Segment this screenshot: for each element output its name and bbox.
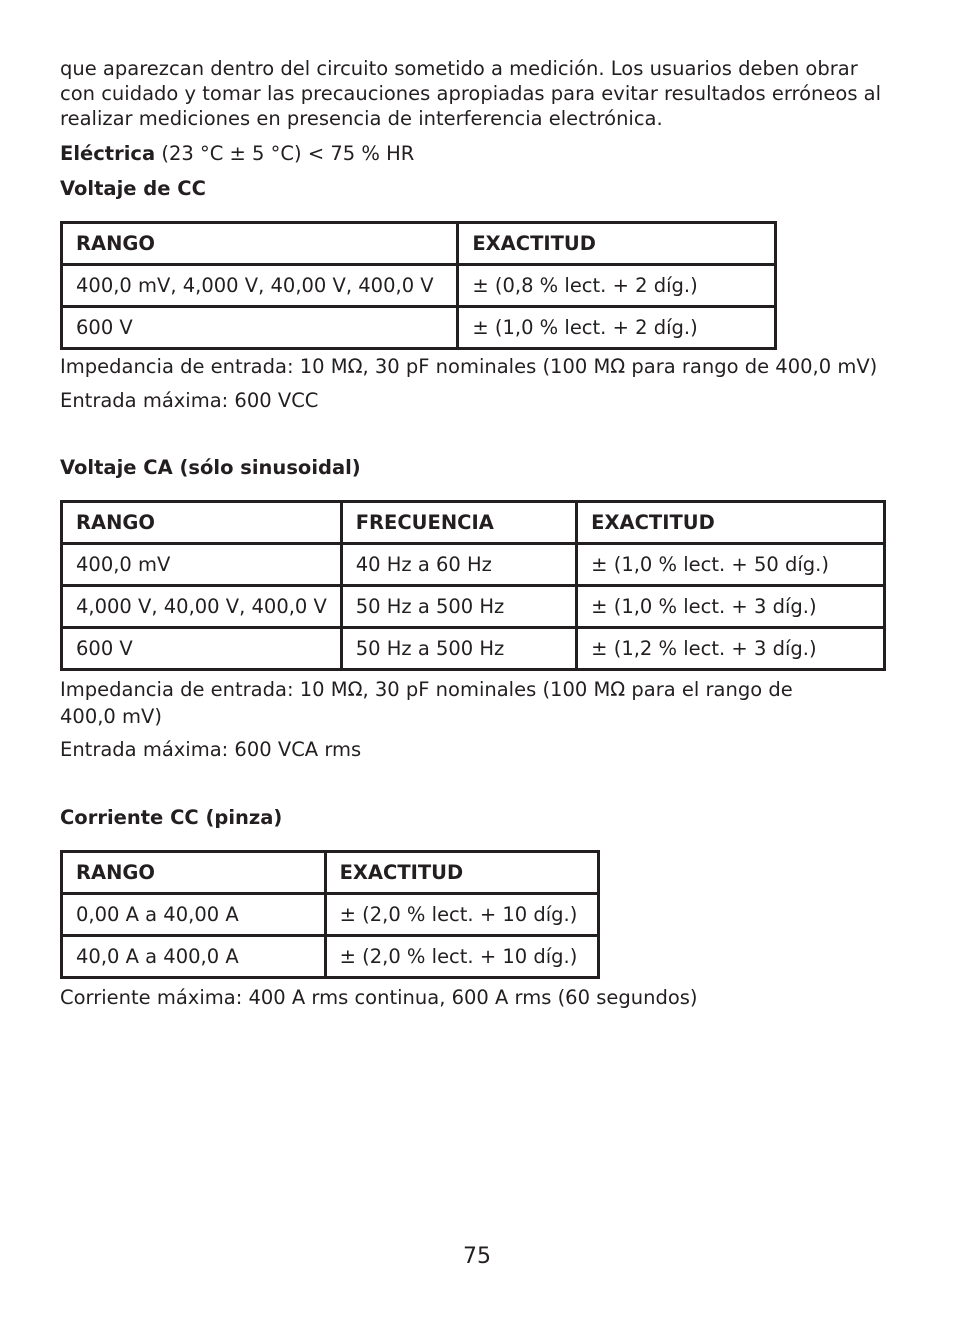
table-cell: ± (0,8 % lect. + 2 díg.)	[458, 265, 776, 307]
table-row	[62, 586, 885, 628]
table-cell: 50 Hz a 500 Hz	[341, 628, 576, 670]
table-row	[62, 894, 599, 936]
table-cell: ± (2,0 % lect. + 10 díg.)	[325, 936, 598, 978]
table-row	[62, 307, 776, 349]
table-cell: 50 Hz a 500 Hz	[341, 586, 576, 628]
table-header-row	[62, 852, 599, 894]
ac-voltage-table	[60, 500, 886, 671]
column-header: EXACTITUD	[325, 852, 598, 894]
column-header: FRECUENCIA	[341, 502, 576, 544]
ac-voltage-impedance-note-line: Impedancia de entrada: 10 MΩ, 30 pF nominales (100 MΩ para el rango de	[60, 678, 793, 701]
table-cell: ± (1,2 % lect. + 3 díg.)	[577, 628, 885, 670]
table-cell: 600 V	[62, 628, 342, 670]
column-header: RANGO	[62, 852, 326, 894]
table-header-row	[62, 223, 776, 265]
intro-line: que aparezcan dentro del circuito sometido a medición. Los usuarios deben obrar	[60, 57, 858, 80]
ac-voltage-max-note: Entrada máxima: 600 VCA rms	[60, 738, 362, 761]
table-cell: 40,0 A a 400,0 A	[62, 936, 326, 978]
ac-voltage-impedance-note-line: 400,0 mV)	[60, 705, 162, 728]
table-cell: 400,0 mV	[62, 544, 342, 586]
section-heading-dc-current: Corriente CC (pinza)	[60, 806, 283, 829]
table-cell: 4,000 V, 40,00 V, 400,0 V	[62, 586, 342, 628]
intro-line: realizar mediciones en presencia de interferencia electrónica.	[60, 107, 663, 130]
table-cell: 400,0 mV, 4,000 V, 40,00 V, 400,0 V	[62, 265, 458, 307]
table-row	[62, 265, 776, 307]
table-row	[62, 544, 885, 586]
table-row	[62, 628, 885, 670]
dc-voltage-table	[60, 221, 777, 350]
table-cell: 0,00 A a 40,00 A	[62, 894, 326, 936]
table-cell: 40 Hz a 60 Hz	[341, 544, 576, 586]
column-header: EXACTITUD	[577, 502, 885, 544]
table-cell: ± (1,0 % lect. + 3 díg.)	[577, 586, 885, 628]
table-header-row	[62, 502, 885, 544]
table-row	[62, 936, 599, 978]
dc-current-table	[60, 850, 600, 979]
electrical-label: Eléctrica	[60, 142, 156, 165]
dc-current-max-note: Corriente máxima: 400 A rms continua, 600 A rms (60 segundos)	[60, 986, 698, 1009]
column-header: EXACTITUD	[458, 223, 776, 265]
table-cell: 600 V	[62, 307, 458, 349]
column-header: RANGO	[62, 223, 458, 265]
electrical-values: (23 °C ± 5 °C) < 75 % HR	[155, 142, 415, 165]
dc-voltage-impedance-note: Impedancia de entrada: 10 MΩ, 30 pF nominales (100 MΩ para rango de 400,0 mV)	[60, 355, 878, 378]
table-cell: ± (2,0 % lect. + 10 díg.)	[325, 894, 598, 936]
column-header: RANGO	[62, 502, 342, 544]
section-heading-ac-voltage: Voltaje CA (sólo sinusoidal)	[60, 456, 361, 479]
dc-voltage-max-note: Entrada máxima: 600 VCC	[60, 389, 319, 412]
page-number: 75	[463, 1244, 491, 1269]
section-heading-dc-voltage: Voltaje de CC	[60, 177, 206, 200]
document-page	[60, 56, 900, 1010]
table-cell: ± (1,0 % lect. + 2 díg.)	[458, 307, 776, 349]
electrical-conditions	[60, 141, 900, 166]
intro-line: con cuidado y tomar las precauciones apropiadas para evitar resultados erróneos al	[60, 82, 882, 105]
table-cell: ± (1,0 % lect. + 50 díg.)	[577, 544, 885, 586]
intro-paragraph	[60, 56, 900, 131]
